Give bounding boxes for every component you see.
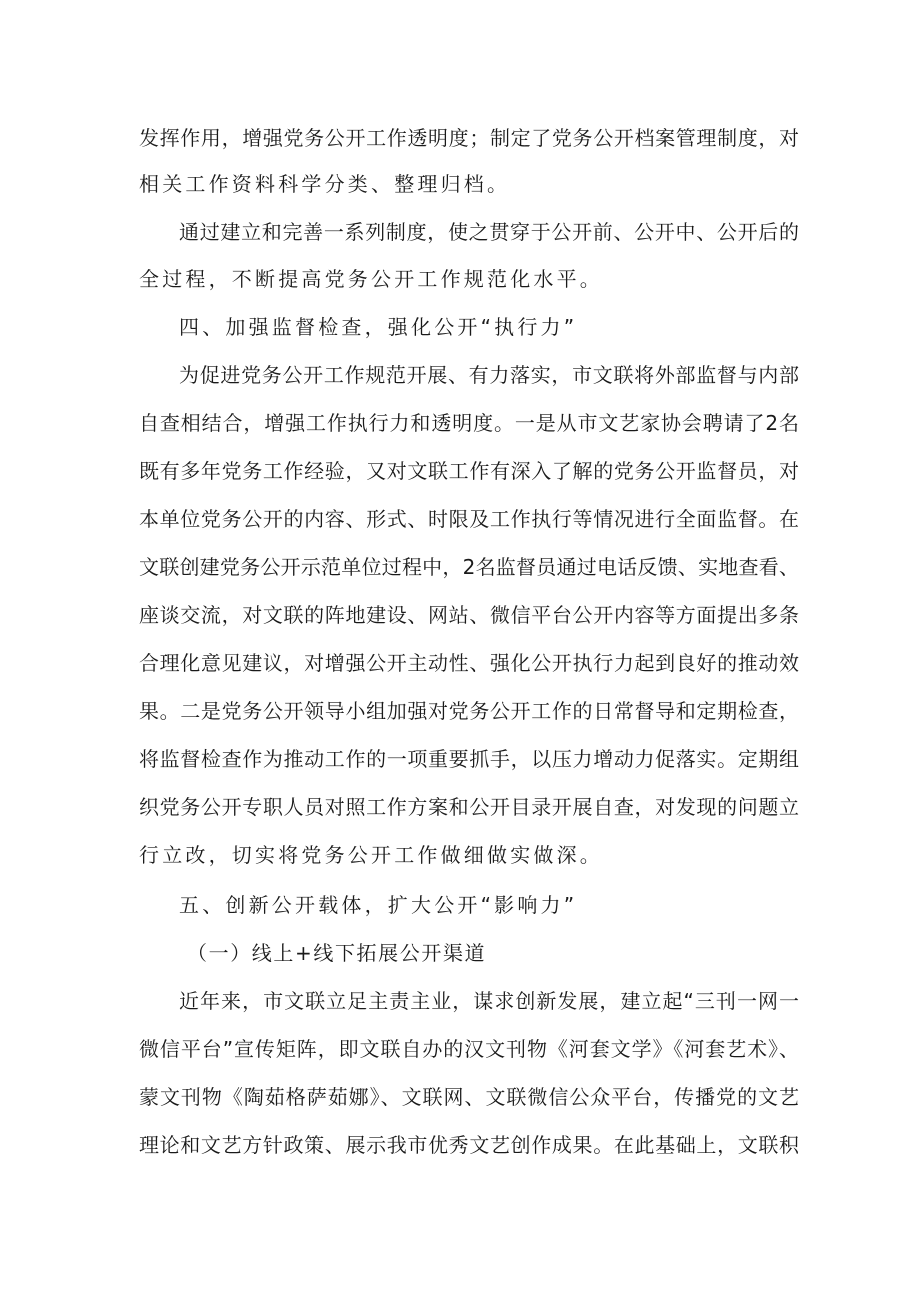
paragraph-line: 本单位党务公开的内容、形式、时限及工作执行等情况进行全面监督。在 [139,507,799,531]
paragraph-line: 微信平台”宣传矩阵，即文联自办的汉文刊物《河套文学》《河套艺术》、 [139,1037,799,1061]
paragraph-line: 蒙文刊物《陶茹格萨茹娜》、文联网、文联微信公众平台，传播党的文艺 [139,1085,799,1109]
paragraph-line: 织党务公开专职人员对照工作方案和公开目录开展自查，对发现的问题立 [139,795,799,819]
paragraph-line: 行立改，切实将党务公开工作做细做实做深。 [139,843,603,867]
paragraph-line: 相关工作资料科学分类、整理归档。 [139,172,511,196]
subsection-heading: （一）线上+线下拓展公开渠道 [187,941,487,965]
section-heading-4: 四、加强监督检查，强化公开“执行力” [179,315,578,339]
section-heading-5: 五、创新公开载体，扩大公开“影响力” [179,893,578,917]
paragraph-line: 将监督检查作为推动工作的一项重要抓手，以压力增动力促落实。定期组 [139,747,799,771]
paragraph-line: 通过建立和完善一系列制度，使之贯穿于公开前、公开中、公开后的 [179,220,799,244]
paragraph-line: 文联创建党务公开示范单位过程中，2名监督员通过电话反馈、实地查看、 [139,555,799,579]
paragraph-line: 合理化意见建议，对增强公开主动性、强化公开执行力起到良好的推动效 [139,651,799,675]
paragraph-line: 果。二是党务公开领导小组加强对党务公开工作的日常督导和定期检查， [139,699,799,723]
paragraph-line: 为促进党务公开工作规范开展、有力落实，市文联将外部监督与内部 [179,363,799,387]
paragraph-line: 理论和文艺方针政策、展示我市优秀文艺创作成果。在此基础上，文联积 [139,1133,799,1157]
paragraph-line: 座谈交流，对文联的阵地建设、网站、微信平台公开内容等方面提出多条 [139,603,799,627]
paragraph-line: 既有多年党务工作经验，又对文联工作有深入了解的党务公开监督员，对 [139,459,799,483]
paragraph-line: 发挥作用，增强党务公开工作透明度；制定了党务公开档案管理制度，对 [139,126,799,150]
paragraph-line: 全过程，不断提高党务公开工作规范化水平。 [139,267,603,291]
paragraph-line: 近年来，市文联立足主责主业，谋求创新发展，建立起“三刊一网一 [179,989,799,1013]
paragraph-line: 自查相结合，增强工作执行力和透明度。一是从市文艺家协会聘请了2名 [139,411,799,435]
